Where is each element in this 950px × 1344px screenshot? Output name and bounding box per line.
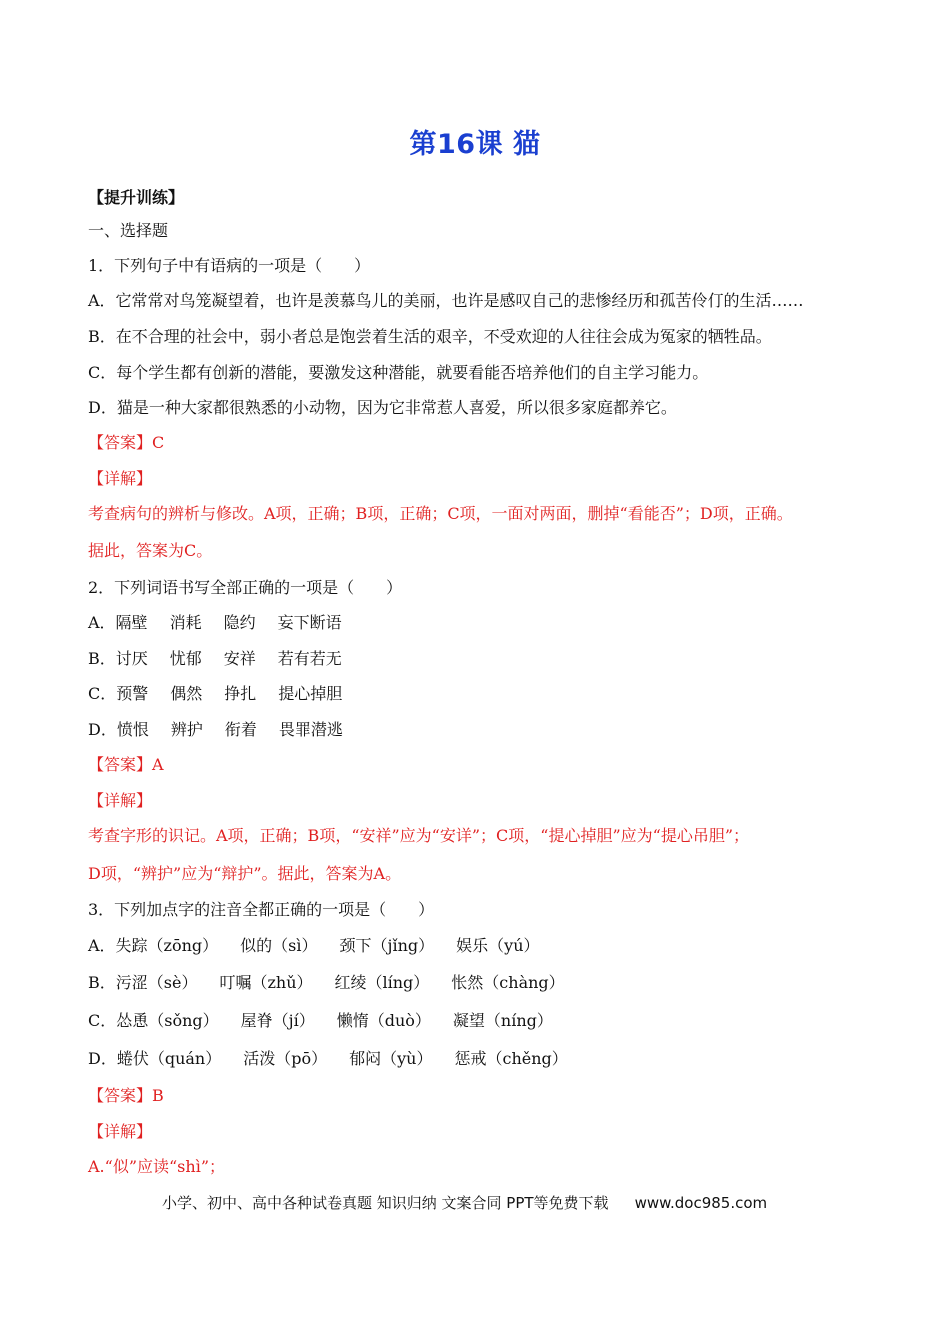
q2-a-word-4: 妄下断语	[277, 613, 342, 632]
q2-answer: 【答案】A	[88, 755, 164, 774]
q3-a-item-4: 娱乐（yú）	[456, 936, 540, 955]
q3-option-b	[88, 973, 587, 993]
q1-option-b: B．在不合理的社会中，弱小者总是饱尝着生活的艰辛，不受欢迎的人往往会成为冤家的牺牲品。	[88, 327, 772, 346]
q3-c-item-1: C．怂恿（sǒng）	[88, 1011, 219, 1030]
q2-d-word-3: 衔着	[224, 720, 257, 739]
q3-d-item-3: 郁闷（yù）	[349, 1049, 433, 1068]
q2-detail-line-1: 考查字形的识记。A项，正确；B项，“安祥”应为“安详”；C项，“提心掉胆”应为“提心吊胆”；	[88, 826, 749, 845]
q3-b-item-3: 红绫（líng）	[334, 973, 430, 992]
q3-a-item-3: 颈下（jǐng）	[339, 936, 435, 955]
q3-detail-line-1: A.“似”应读“shì”；	[88, 1157, 225, 1176]
q3-detail-label: 【详解】	[88, 1122, 153, 1141]
q1-option-c: C．每个学生都有创新的潜能，要激发这种潜能，就要看能否培养他们的自主学习能力。	[88, 363, 709, 382]
q1-stem: 1．下列句子中有语病的一项是（ ）	[88, 256, 371, 275]
q3-b-item-4: 怅然（chàng）	[451, 973, 565, 992]
q2-c-word-2: 偶然	[170, 684, 203, 703]
q2-c-word-1: C．预警	[88, 684, 149, 703]
q2-d-word-4: 畏罪潜逃	[278, 720, 343, 739]
lesson-title: 第16课 猫	[409, 129, 541, 160]
q3-answer: 【答案】B	[88, 1086, 164, 1105]
q2-b-word-1: B．讨厌	[88, 649, 148, 668]
q2-detail-line-2: D项，“辨护”应为“辩护”。据此，答案为A。	[88, 864, 402, 883]
q2-c-word-3: 挣扎	[224, 684, 257, 703]
q2-a-word-3: 隐约	[223, 613, 256, 632]
q2-option-d	[88, 720, 365, 740]
q3-c-item-4: 凝望（níng）	[452, 1011, 553, 1030]
q3-d-item-4: 惩戒（chěng）	[454, 1049, 568, 1068]
part-one-heading: 一、选择题	[88, 221, 169, 240]
q3-a-item-1: A．失踪（zōng）	[88, 936, 219, 955]
q2-option-c	[88, 684, 364, 704]
q2-b-word-4: 若有若无	[277, 649, 342, 668]
q1-option-d: D．猫是一种大家都很熟悉的小动物，因为它非常惹人喜爱，所以很多家庭都养它。	[88, 398, 677, 417]
q2-b-word-2: 忧郁	[169, 649, 202, 668]
q2-b-word-3: 安祥	[223, 649, 256, 668]
q2-a-word-2: 消耗	[169, 613, 202, 632]
q3-c-item-2: 屋脊（jí）	[240, 1011, 315, 1030]
q1-option-a: A．它常常对鸟笼凝望着，也许是羡慕鸟儿的美丽，也许是感叹自己的悲惨经历和孤苦伶仃的生活……	[88, 291, 804, 310]
q1-detail-line-1: 考查病句的辨析与修改。A项，正确；B项，正确；C项，一面对两面，删掉“看能否”；D项，正确。	[88, 504, 793, 523]
q3-a-item-2: 似的（sì）	[240, 936, 318, 955]
q3-option-a	[88, 936, 562, 956]
q1-detail-label: 【详解】	[88, 469, 153, 488]
q2-c-word-4: 提心掉胆	[278, 684, 343, 703]
q3-c-item-3: 懒惰（duò）	[336, 1011, 431, 1030]
footer-text: 小学、初中、高中各种试卷真题 知识归纳 文案合同 PPT等免费下载	[162, 1194, 609, 1212]
q2-option-a	[88, 613, 364, 633]
q3-d-item-1: D．蜷伏（quán）	[88, 1049, 222, 1068]
q2-detail-label: 【详解】	[88, 791, 153, 810]
q3-b-item-2: 叮嘱（zhǔ）	[219, 973, 313, 992]
q3-option-c	[88, 1011, 575, 1031]
q3-d-item-2: 活泼（pō）	[243, 1049, 328, 1068]
q2-a-word-1: A．隔壁	[88, 613, 148, 632]
q3-b-item-1: B．污涩（sè）	[88, 973, 198, 992]
q2-d-word-2: 辨护	[170, 720, 203, 739]
q1-answer: 【答案】C	[88, 433, 165, 452]
q2-stem: 2．下列词语书写全部正确的一项是（ ）	[88, 578, 403, 597]
section-label: 【提升训练】	[88, 188, 185, 207]
q3-stem: 3．下列加点字的注音全都正确的一项是（ ）	[88, 900, 435, 919]
q2-option-b	[88, 649, 364, 669]
q1-detail-line-2: 据此，答案为C。	[88, 541, 213, 560]
q2-d-word-1: D．愤恨	[88, 720, 149, 739]
q3-option-d	[88, 1049, 590, 1069]
footer-url-link[interactable]: www.doc985.com	[634, 1194, 768, 1212]
page-footer	[162, 1192, 767, 1213]
